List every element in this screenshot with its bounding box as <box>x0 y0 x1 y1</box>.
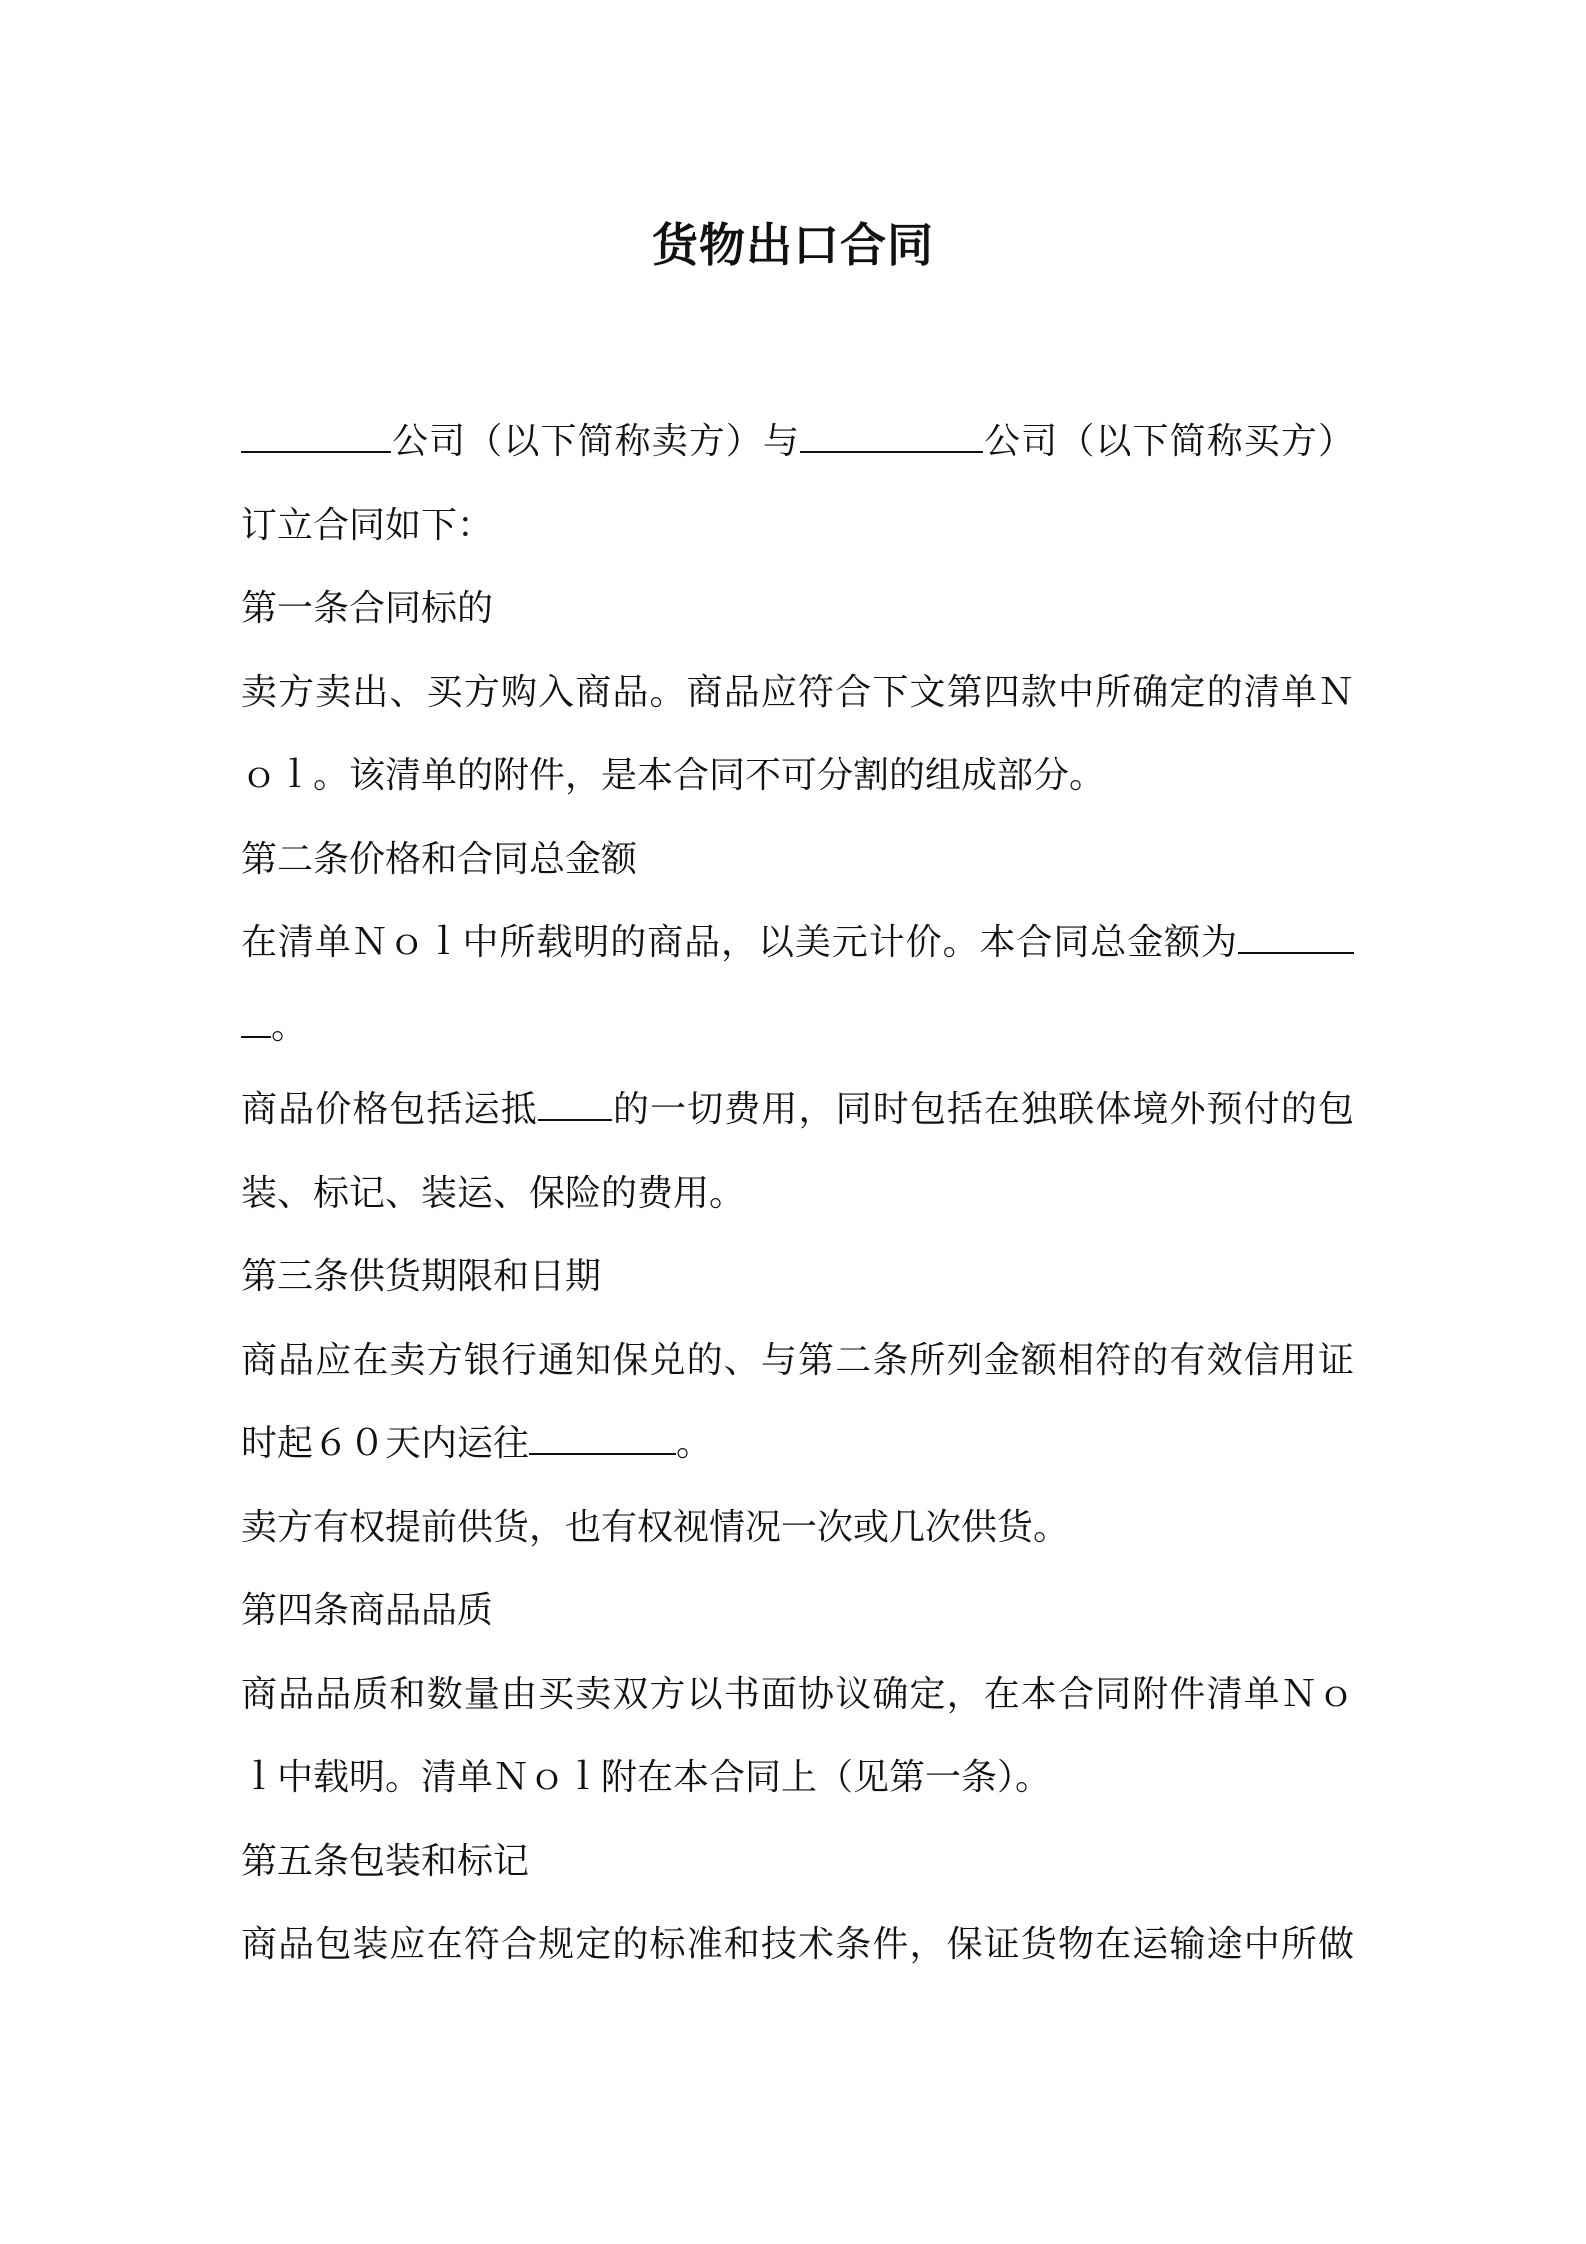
article-2-text-line-3 <box>241 1068 1354 1152</box>
article-3-text-line-1: 商品应在卖方银行通知保兑的、与第二条所列金额相符的有效信用证 <box>241 1339 1354 1381</box>
article-2-cost-text-pre: 商品价格包括运抵 <box>241 1089 538 1130</box>
article-2-cost-text-post: 的一切费用，同时包括在独联体境外预付的包 <box>611 1089 1354 1130</box>
article-1-text-line-2: ｏｌ。该清单的附件，是本合同不可分割的组成部分。 <box>241 755 1106 796</box>
buyer-name-blank <box>800 421 983 453</box>
article-2-text-line-4: 装、标记、装运、保险的费用。 <box>241 1172 746 1214</box>
destination-blank <box>538 1089 612 1121</box>
delivery-destination-blank <box>529 1423 676 1455</box>
article-2-text-line-2 <box>241 985 1354 1069</box>
article-4-text-line-2: ｌ中载明。清单Ｎｏｌ附在本合同上（见第一条）。 <box>241 1757 1052 1798</box>
article-2-price-text: 在清单Ｎｏｌ中所载明的商品，以美元计价。本合同总金额为 <box>241 922 1238 963</box>
seller-name-blank <box>241 421 391 453</box>
article-2-amount-end: 。 <box>271 1005 308 1047</box>
article-3-heading: 第三条供货期限和日期 <box>241 1256 602 1297</box>
buyer-clause: 公司（以下简称买方） <box>983 421 1354 462</box>
article-1-text-line-1: 卖方卖出、买方购入商品。商品应符合下文第四款中所确定的清单Ｎ <box>241 671 1354 713</box>
intro-line-2: 订立合同如下： <box>241 504 494 546</box>
article-3-text-line-3: 卖方有权提前供货，也有权视情况一次或几次供货。 <box>241 1506 1070 1548</box>
article-3-delivery-end: 。 <box>676 1423 713 1464</box>
total-amount-blank <box>1238 922 1354 954</box>
document-body <box>241 400 1354 1987</box>
article-1-heading: 第一条合同标的 <box>241 588 494 629</box>
article-4-heading: 第四条商品品质 <box>241 1590 494 1631</box>
seller-clause: 公司（以下简称卖方）与 <box>391 421 801 462</box>
total-amount-blank-continued <box>241 1006 271 1038</box>
article-3-text-line-2 <box>241 1402 1354 1486</box>
article-3-delivery-text: 时起６０天内运往 <box>241 1423 530 1464</box>
article-4-text-line-1: 商品品质和数量由买卖双方以书面协议确定，在本合同附件清单Ｎｏ <box>241 1673 1354 1715</box>
intro-line-1 <box>241 400 1354 484</box>
article-5-text-line-1: 商品包装应在符合规定的标准和技术条件，保证货物在运输途中所做 <box>241 1924 1354 1965</box>
article-2-text-line-1 <box>241 901 1354 985</box>
article-5-heading: 第五条包装和标记 <box>241 1840 530 1882</box>
document-title: 货物出口合同 <box>652 218 934 272</box>
article-2-heading: 第二条价格和合同总金额 <box>241 838 638 880</box>
